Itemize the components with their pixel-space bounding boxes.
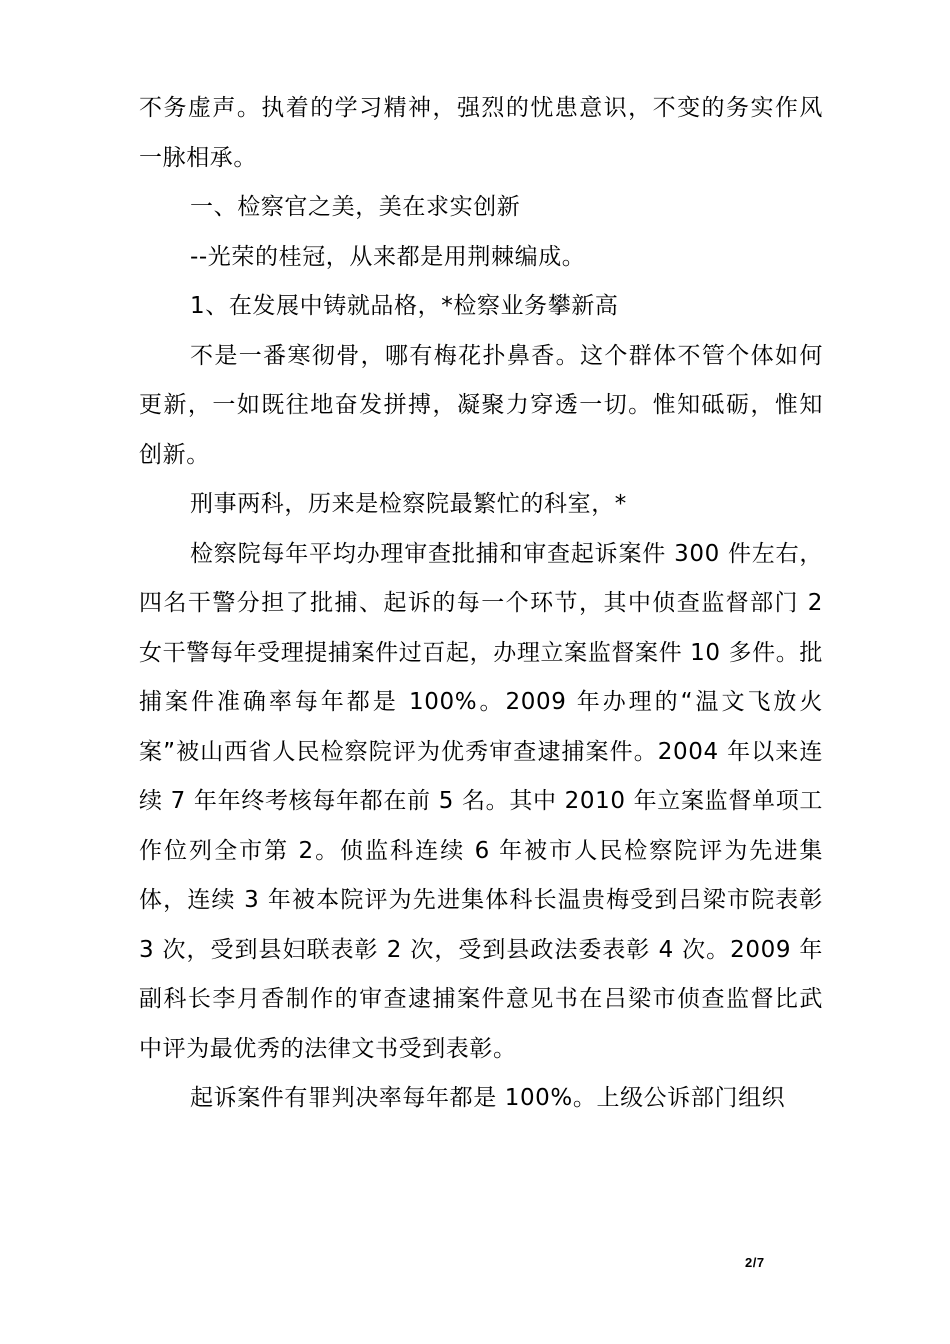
paragraph: 检察院每年平均办理审查批捕和审查起诉案件 300 件左右，四名干警分担了批捕、起诉的每一个环节，其中侦查监督部门 2 女干警每年受理提捕案件过百起，办理立案监督案件 10 多件。批捕案件准确率每年都是 100%。2009 年办理的“温文飞放火案”被山西省人民检察院评为优秀审查逮捕案件。2004 年以来连续 7 年年终考核每年都在前 5 名。其中 2010 年立案监督单项工作位列全市第 2。侦监科连续 6 年被市人民检察院评为先进集体，连续 3 年被本院评为先进集体科长温贵梅受到吕梁市院表彰 3 次，受到县妇联表彰 2 次，受到县政法委表彰 4 次。2009 年副科长李月香制作的审查逮捕案件意见书在吕梁市侦查监督比武中评为最优秀的法律文书受到表彰。 <box>139 540 823 1062</box>
section-heading: 一、检察官之美，美在求实创新 <box>190 194 521 220</box>
paragraph: 起诉案件有罪判决率每年都是 100%。上级公诉部门组织 <box>190 1085 786 1111</box>
document-body <box>139 84 823 1124</box>
page-number: 2/7 <box>745 1255 765 1270</box>
subsection-heading: 1、在发展中铸就品格，*检察业务攀新高 <box>190 293 619 319</box>
paragraph: 不是一番寒彻骨，哪有梅花扑鼻香。这个群体不管个体如何更新，一如既往地奋发拼搏，凝聚力穿透一切。惟知砥砺，惟知创新。 <box>139 342 823 468</box>
paragraph-continuation: 不务虚声。执着的学习精神，强烈的忧患意识，不变的务实作风一脉相承。 <box>139 95 823 171</box>
paragraph: 刑事两科，历来是检察院最繁忙的科室，* <box>190 491 627 517</box>
section-subtitle: --光荣的桂冠，从来都是用荆棘编成。 <box>190 243 586 270</box>
